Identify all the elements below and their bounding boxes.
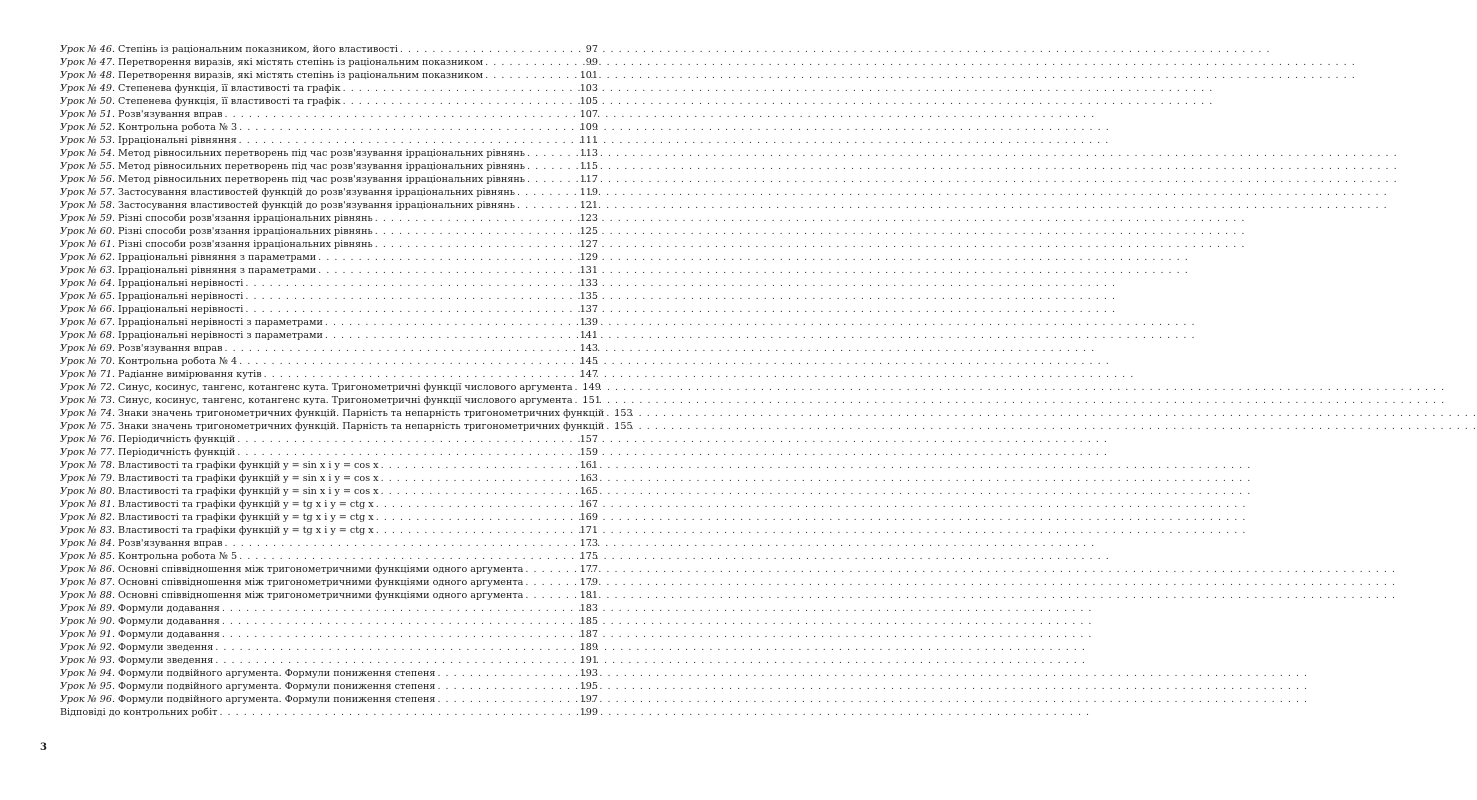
toc-title: Формули додавання: [118, 616, 220, 627]
toc-title: Розв'язування вправ: [118, 538, 223, 549]
toc-page-number: 155: [614, 421, 633, 432]
toc-leader-dots: [219, 706, 577, 719]
toc-leader-dots: [239, 355, 578, 368]
toc-title: Періодичність функцій: [118, 434, 236, 445]
toc-leader-dots: [222, 628, 578, 641]
toc-title: Різні способи розв'язання ірраціональних рівнянь: [118, 213, 373, 224]
toc-leader-dots: [237, 433, 577, 446]
toc-title: Різні способи розв'язання ірраціональних рівнянь: [118, 239, 373, 250]
toc-title: Синус, косинус, тангенс, котангенс кута. Тригонометричні функції числового аргумента: [118, 395, 573, 406]
toc-lesson-number: Урок № 66.: [60, 304, 116, 315]
toc-leader-dots: [485, 56, 578, 69]
toc-lesson-number: Урок № 95.: [60, 681, 116, 692]
toc-entry: [60, 173, 598, 186]
toc-page-number: 179: [579, 577, 598, 588]
toc-title: Контрольна робота № 3: [118, 122, 238, 133]
toc-lesson-number: Урок № 86.: [60, 564, 116, 575]
toc-page-number: 187: [579, 629, 598, 640]
toc-leader-dots: [527, 147, 578, 160]
toc-leader-dots: [237, 446, 577, 459]
toc-entry: [60, 485, 598, 498]
toc-lesson-number: Урок № 61.: [60, 239, 116, 250]
toc-leader-dots: [525, 589, 577, 602]
toc-page-number: 151: [582, 395, 601, 406]
toc-lesson-number: Урок № 54.: [60, 148, 116, 159]
toc-entry: [60, 459, 598, 472]
toc-leader-dots: [437, 667, 577, 680]
toc-entry: [60, 355, 598, 368]
toc-page-number: 153: [614, 408, 633, 419]
toc-leader-dots: [318, 251, 578, 264]
toc-leader-dots: [525, 563, 577, 576]
toc-entry: [60, 199, 598, 212]
toc-lesson-number: Урок № 88.: [60, 590, 116, 601]
toc-leader-dots: [485, 69, 578, 82]
toc-entry: [60, 108, 598, 121]
toc-leader-dots: [375, 238, 578, 251]
toc-page-number: 191: [579, 655, 598, 666]
toc-entry: [60, 420, 633, 433]
toc-entry: [60, 563, 598, 576]
toc-page-number: 97: [585, 44, 598, 55]
toc-entry: [60, 43, 598, 56]
toc-entry: [60, 277, 598, 290]
toc-page-number: 141: [579, 330, 598, 341]
toc-entry: [60, 498, 598, 511]
toc-page-number: 157: [579, 434, 598, 445]
toc-page-number: 145: [579, 356, 598, 367]
toc-title: Застосування властивостей функцій до розв'язування ірраціональних рівнянь: [118, 187, 515, 198]
toc-page-number: 107: [579, 109, 598, 120]
toc-lesson-number: Урок № 79.: [60, 473, 116, 484]
toc-lesson-number: Урок № 87.: [60, 577, 116, 588]
toc-page-number: 183: [579, 603, 598, 614]
toc-entry: [60, 303, 598, 316]
toc-title: Знаки значень тригонометричних функцій. Парність та непарність тригонометричних функцій: [118, 408, 605, 419]
toc-page-number: 111: [579, 135, 598, 146]
toc-title: Періодичність функцій: [118, 447, 236, 458]
toc-lesson-number: Урок № 62.: [60, 252, 116, 263]
toc-entry: [60, 472, 598, 485]
toc-lesson-number: Урок № 93.: [60, 655, 116, 666]
toc-title: Контрольна робота № 5: [118, 551, 238, 562]
toc-lesson-number: Урок № 73.: [60, 395, 116, 406]
toc-title: Ірраціональні нерівності: [118, 304, 244, 315]
toc-page-number: 167: [579, 499, 598, 510]
toc-page-number: 149: [582, 382, 601, 393]
toc-title: Основні співвідношення між тригонометричними функціями одного аргумента: [118, 590, 524, 601]
toc-lesson-number: Урок № 78.: [60, 460, 116, 471]
toc-page-number: 125: [579, 226, 598, 237]
toc-lesson-number: Урок № 48.: [60, 70, 116, 81]
toc-leader-dots: [239, 121, 578, 134]
toc-lesson-number: Урок № 84.: [60, 538, 116, 549]
toc-title: Ірраціональні нерівності з параметрами: [118, 330, 323, 341]
toc-title: Властивості та графіки функцій y = tg x і y = ctg x: [118, 525, 374, 536]
toc-leader-dots: [527, 173, 578, 186]
toc-title: Відповіді до контрольних робіт: [60, 707, 218, 718]
toc-page-number: 121: [579, 200, 598, 211]
toc-title: Властивості та графіки функцій y = tg x і y = ctg x: [118, 512, 374, 523]
toc-page-number: 165: [579, 486, 598, 497]
toc-entry: [60, 95, 598, 108]
toc-entry: [60, 654, 598, 667]
toc-page-number: 139: [579, 317, 598, 328]
toc-entry: [60, 537, 598, 550]
toc-page-number: 109: [579, 122, 598, 133]
toc-entry: [60, 134, 598, 147]
toc-page-number: 133: [579, 278, 598, 289]
toc-leader-dots: [225, 537, 578, 550]
toc-entry: [60, 186, 598, 199]
toc-title: Різні способи розв'язання ірраціональних рівнянь: [118, 226, 373, 237]
toc-leader-dots: [606, 420, 612, 433]
toc-lesson-number: Урок № 92.: [60, 642, 116, 653]
toc-leader-dots: [575, 394, 581, 407]
toc-title: Формули подвійного аргумента. Формули пониження степеня: [118, 668, 436, 679]
toc-leader-dots: [239, 134, 578, 147]
toc-lesson-number: Урок № 77.: [60, 447, 116, 458]
toc-title: Застосування властивостей функцій до розв'язування ірраціональних рівнянь: [118, 200, 515, 211]
toc-lesson-number: Урок № 76.: [60, 434, 116, 445]
toc-lesson-number: Урок № 63.: [60, 265, 116, 276]
toc-page-number: 177: [579, 564, 598, 575]
toc-lesson-number: Урок № 89.: [60, 603, 116, 614]
toc-title: Основні співвідношення між тригонометричними функціями одного аргумента: [118, 564, 524, 575]
toc-leader-dots: [381, 472, 578, 485]
toc-title: Ірраціональні нерівності: [118, 291, 244, 302]
toc-lesson-number: Урок № 75.: [60, 421, 116, 432]
toc-leader-dots: [525, 576, 577, 589]
toc-entry: [60, 511, 598, 524]
toc-title: Контрольна робота № 4: [118, 356, 238, 367]
toc-entry: [60, 251, 598, 264]
toc-page-number: 135: [579, 291, 598, 302]
toc-lesson-number: Урок № 96.: [60, 694, 116, 705]
toc-leader-dots: [225, 108, 578, 121]
toc-page-number: 159: [579, 447, 598, 458]
toc-leader-dots: [245, 290, 577, 303]
toc-entry: [60, 433, 598, 446]
toc-page-number: 113: [579, 148, 598, 159]
toc-title: Формули зведення: [118, 655, 214, 666]
toc-entry: [60, 381, 601, 394]
toc-leader-dots: [215, 654, 577, 667]
toc-lesson-number: Урок № 51.: [60, 109, 116, 120]
toc-title: Перетворення виразів, які містять степінь із раціональним показником: [118, 57, 484, 68]
toc-leader-dots: [222, 615, 578, 628]
toc-lesson-number: Урок № 50.: [60, 96, 116, 107]
toc-leader-dots: [437, 680, 577, 693]
toc-lesson-number: Урок № 52.: [60, 122, 116, 133]
toc-title: Розв'язування вправ: [118, 109, 223, 120]
toc-entry: [60, 69, 598, 82]
toc-lesson-number: Урок № 68.: [60, 330, 116, 341]
toc-title: Степенева функція, її властивості та графік: [118, 96, 341, 107]
toc-entry: [60, 446, 598, 459]
toc-page-number: 147: [579, 369, 598, 380]
toc-title: Перетворення виразів, які містять степінь із раціональним показником: [118, 70, 484, 81]
toc-entry: [60, 667, 598, 680]
toc-leader-dots: [376, 498, 578, 511]
toc-entry: [60, 264, 598, 277]
toc-lesson-number: Урок № 53.: [60, 135, 116, 146]
toc-title: Формули зведення: [118, 642, 214, 653]
toc-page-number: 195: [579, 681, 598, 692]
toc-entry: [60, 82, 598, 95]
toc-title: Властивості та графіки функцій y = sin x і y = cos x: [118, 486, 379, 497]
toc-lesson-number: Урок № 80.: [60, 486, 116, 497]
toc-leader-dots: [245, 277, 577, 290]
toc-page-number: 117: [579, 174, 598, 185]
toc-title: Ірраціональні рівняння з параметрами: [118, 252, 317, 263]
toc-page-number: 119: [579, 187, 598, 198]
toc-lesson-number: Урок № 47.: [60, 57, 116, 68]
toc-title: Степенева функція, її властивості та графік: [118, 83, 341, 94]
toc-page-number: 199: [579, 707, 598, 718]
toc-title: Ірраціональні нерівності: [118, 278, 244, 289]
toc-leader-dots: [376, 524, 578, 537]
toc-entry: [60, 524, 598, 537]
toc-entry: [60, 329, 598, 342]
toc-leader-dots: [517, 199, 578, 212]
toc-page-number: 99: [585, 57, 598, 68]
toc-leader-dots: [325, 316, 578, 329]
toc-page-number: 171: [579, 525, 598, 536]
toc-leader-dots: [375, 225, 578, 238]
toc-title: Формули подвійного аргумента. Формули пониження степеня: [118, 694, 436, 705]
toc-lesson-number: Урок № 60.: [60, 226, 116, 237]
table-of-contents: [60, 43, 633, 719]
toc-leader-dots: [381, 459, 578, 472]
toc-leader-dots: [606, 407, 612, 420]
toc-leader-dots: [575, 381, 581, 394]
toc-title: Розв'язування вправ: [118, 343, 223, 354]
toc-page-number: 115: [579, 161, 598, 172]
toc-entry: [60, 615, 598, 628]
toc-entry: [60, 225, 598, 238]
toc-title: Формули додавання: [118, 629, 220, 640]
toc-lesson-number: Урок № 85.: [60, 551, 116, 562]
page-number: 3: [40, 742, 47, 753]
toc-leader-dots: [381, 485, 578, 498]
toc-entry: [60, 706, 598, 719]
toc-leader-dots: [400, 43, 578, 56]
toc-lesson-number: Урок № 70.: [60, 356, 116, 367]
toc-title: Степінь із раціональним показником, його властивості: [118, 44, 398, 55]
toc-title: Синус, косинус, тангенс, котангенс кута. Тригонометричні функції числового аргумента: [118, 382, 573, 393]
toc-page-number: 129: [579, 252, 598, 263]
toc-page-number: 169: [579, 512, 598, 523]
toc-entry: [60, 693, 598, 706]
toc-title: Властивості та графіки функцій y = tg x і y = ctg x: [118, 499, 374, 510]
toc-entry: [60, 602, 598, 615]
toc-page-number: 163: [579, 473, 598, 484]
toc-lesson-number: Урок № 59.: [60, 213, 116, 224]
toc-page-number: 105: [579, 96, 598, 107]
toc-entry: [60, 316, 598, 329]
toc-leader-dots: [376, 511, 578, 524]
toc-entry: [60, 550, 598, 563]
toc-page-number: 103: [579, 83, 598, 94]
toc-leader-dots: [225, 342, 578, 355]
toc-lesson-number: Урок № 91.: [60, 629, 116, 640]
toc-leader-dots: [239, 550, 578, 563]
toc-lesson-number: Урок № 81.: [60, 499, 116, 510]
toc-title: Формули подвійного аргумента. Формули пониження степеня: [118, 681, 436, 692]
toc-entry: [60, 160, 598, 173]
toc-page-number: 181: [579, 590, 598, 601]
toc-page-number: 137: [579, 304, 598, 315]
toc-leader-dots: [375, 212, 578, 225]
toc-title: Властивості та графіки функцій y = sin x і y = cos x: [118, 460, 379, 471]
toc-entry: [60, 576, 598, 589]
toc-title: Метод рівносильних перетворень під час розв'язування ірраціональних рівнянь: [118, 161, 526, 172]
toc-page-number: 123: [579, 213, 598, 224]
toc-page-number: 185: [579, 616, 598, 627]
toc-leader-dots: [343, 82, 578, 95]
toc-entry: [60, 147, 598, 160]
toc-page-number: 197: [579, 694, 598, 705]
toc-title: Формули додавання: [118, 603, 220, 614]
toc-page-number: 131: [579, 265, 598, 276]
toc-title: Метод рівносильних перетворень під час розв'язування ірраціональних рівнянь: [118, 174, 526, 185]
toc-lesson-number: Урок № 67.: [60, 317, 116, 328]
toc-title: Основні співвідношення між тригонометричними функціями одного аргумента: [118, 577, 524, 588]
toc-lesson-number: Урок № 69.: [60, 343, 116, 354]
toc-entry: [60, 56, 598, 69]
toc-entry: [60, 628, 598, 641]
toc-entry: [60, 212, 598, 225]
toc-leader-dots: [264, 368, 578, 381]
toc-leader-dots: [245, 303, 577, 316]
toc-title: Радіанне вимірювання кутів: [118, 369, 262, 380]
toc-entry: [60, 407, 633, 420]
toc-lesson-number: Урок № 64.: [60, 278, 116, 289]
toc-lesson-number: Урок № 82.: [60, 512, 116, 523]
toc-title: Ірраціональні рівняння з параметрами: [118, 265, 317, 276]
toc-lesson-number: Урок № 46.: [60, 44, 116, 55]
toc-lesson-number: Урок № 71.: [60, 369, 116, 380]
toc-page-number: 127: [579, 239, 598, 250]
toc-page-number: 193: [579, 668, 598, 679]
toc-lesson-number: Урок № 55.: [60, 161, 116, 172]
toc-entry: [60, 680, 598, 693]
toc-leader-dots: [437, 693, 577, 706]
toc-leader-dots: [222, 602, 578, 615]
toc-lesson-number: Урок № 58.: [60, 200, 116, 211]
toc-title: Ірраціональні нерівності з параметрами: [118, 317, 323, 328]
toc-lesson-number: Урок № 74.: [60, 408, 116, 419]
toc-page-number: 161: [579, 460, 598, 471]
toc-title: Ірраціональні рівняння: [118, 135, 237, 146]
toc-lesson-number: Урок № 65.: [60, 291, 116, 302]
toc-page-number: 101: [579, 70, 598, 81]
toc-page-number: 189: [579, 642, 598, 653]
toc-lesson-number: Урок № 83.: [60, 525, 116, 536]
toc-page-number: 175: [579, 551, 598, 562]
toc-entry: [60, 121, 598, 134]
toc-leader-dots: [325, 329, 578, 342]
toc-page-number: 143: [579, 343, 598, 354]
toc-title: Властивості та графіки функцій y = sin x і y = cos x: [118, 473, 379, 484]
toc-entry: [60, 342, 598, 355]
toc-lesson-number: Урок № 57.: [60, 187, 116, 198]
toc-leader-dots: [517, 186, 578, 199]
toc-leader-dots: [318, 264, 578, 277]
toc-page-number: 173: [579, 538, 598, 549]
toc-lesson-number: Урок № 56.: [60, 174, 116, 185]
toc-lesson-number: Урок № 90.: [60, 616, 116, 627]
toc-title: Метод рівносильних перетворень під час розв'язування ірраціональних рівнянь: [118, 148, 526, 159]
toc-entry: [60, 290, 598, 303]
toc-leader-dots: [343, 95, 578, 108]
toc-leader-dots: [215, 641, 577, 654]
toc-entry: [60, 589, 598, 602]
toc-entry: [60, 238, 598, 251]
toc-entry: [60, 641, 598, 654]
toc-entry: [60, 394, 601, 407]
toc-lesson-number: Урок № 72.: [60, 382, 116, 393]
toc-lesson-number: Урок № 94.: [60, 668, 116, 679]
toc-title: Знаки значень тригонометричних функцій. Парність та непарність тригонометричних функцій: [118, 421, 605, 432]
toc-lesson-number: Урок № 49.: [60, 83, 116, 94]
toc-leader-dots: [527, 160, 578, 173]
toc-entry: [60, 368, 598, 381]
